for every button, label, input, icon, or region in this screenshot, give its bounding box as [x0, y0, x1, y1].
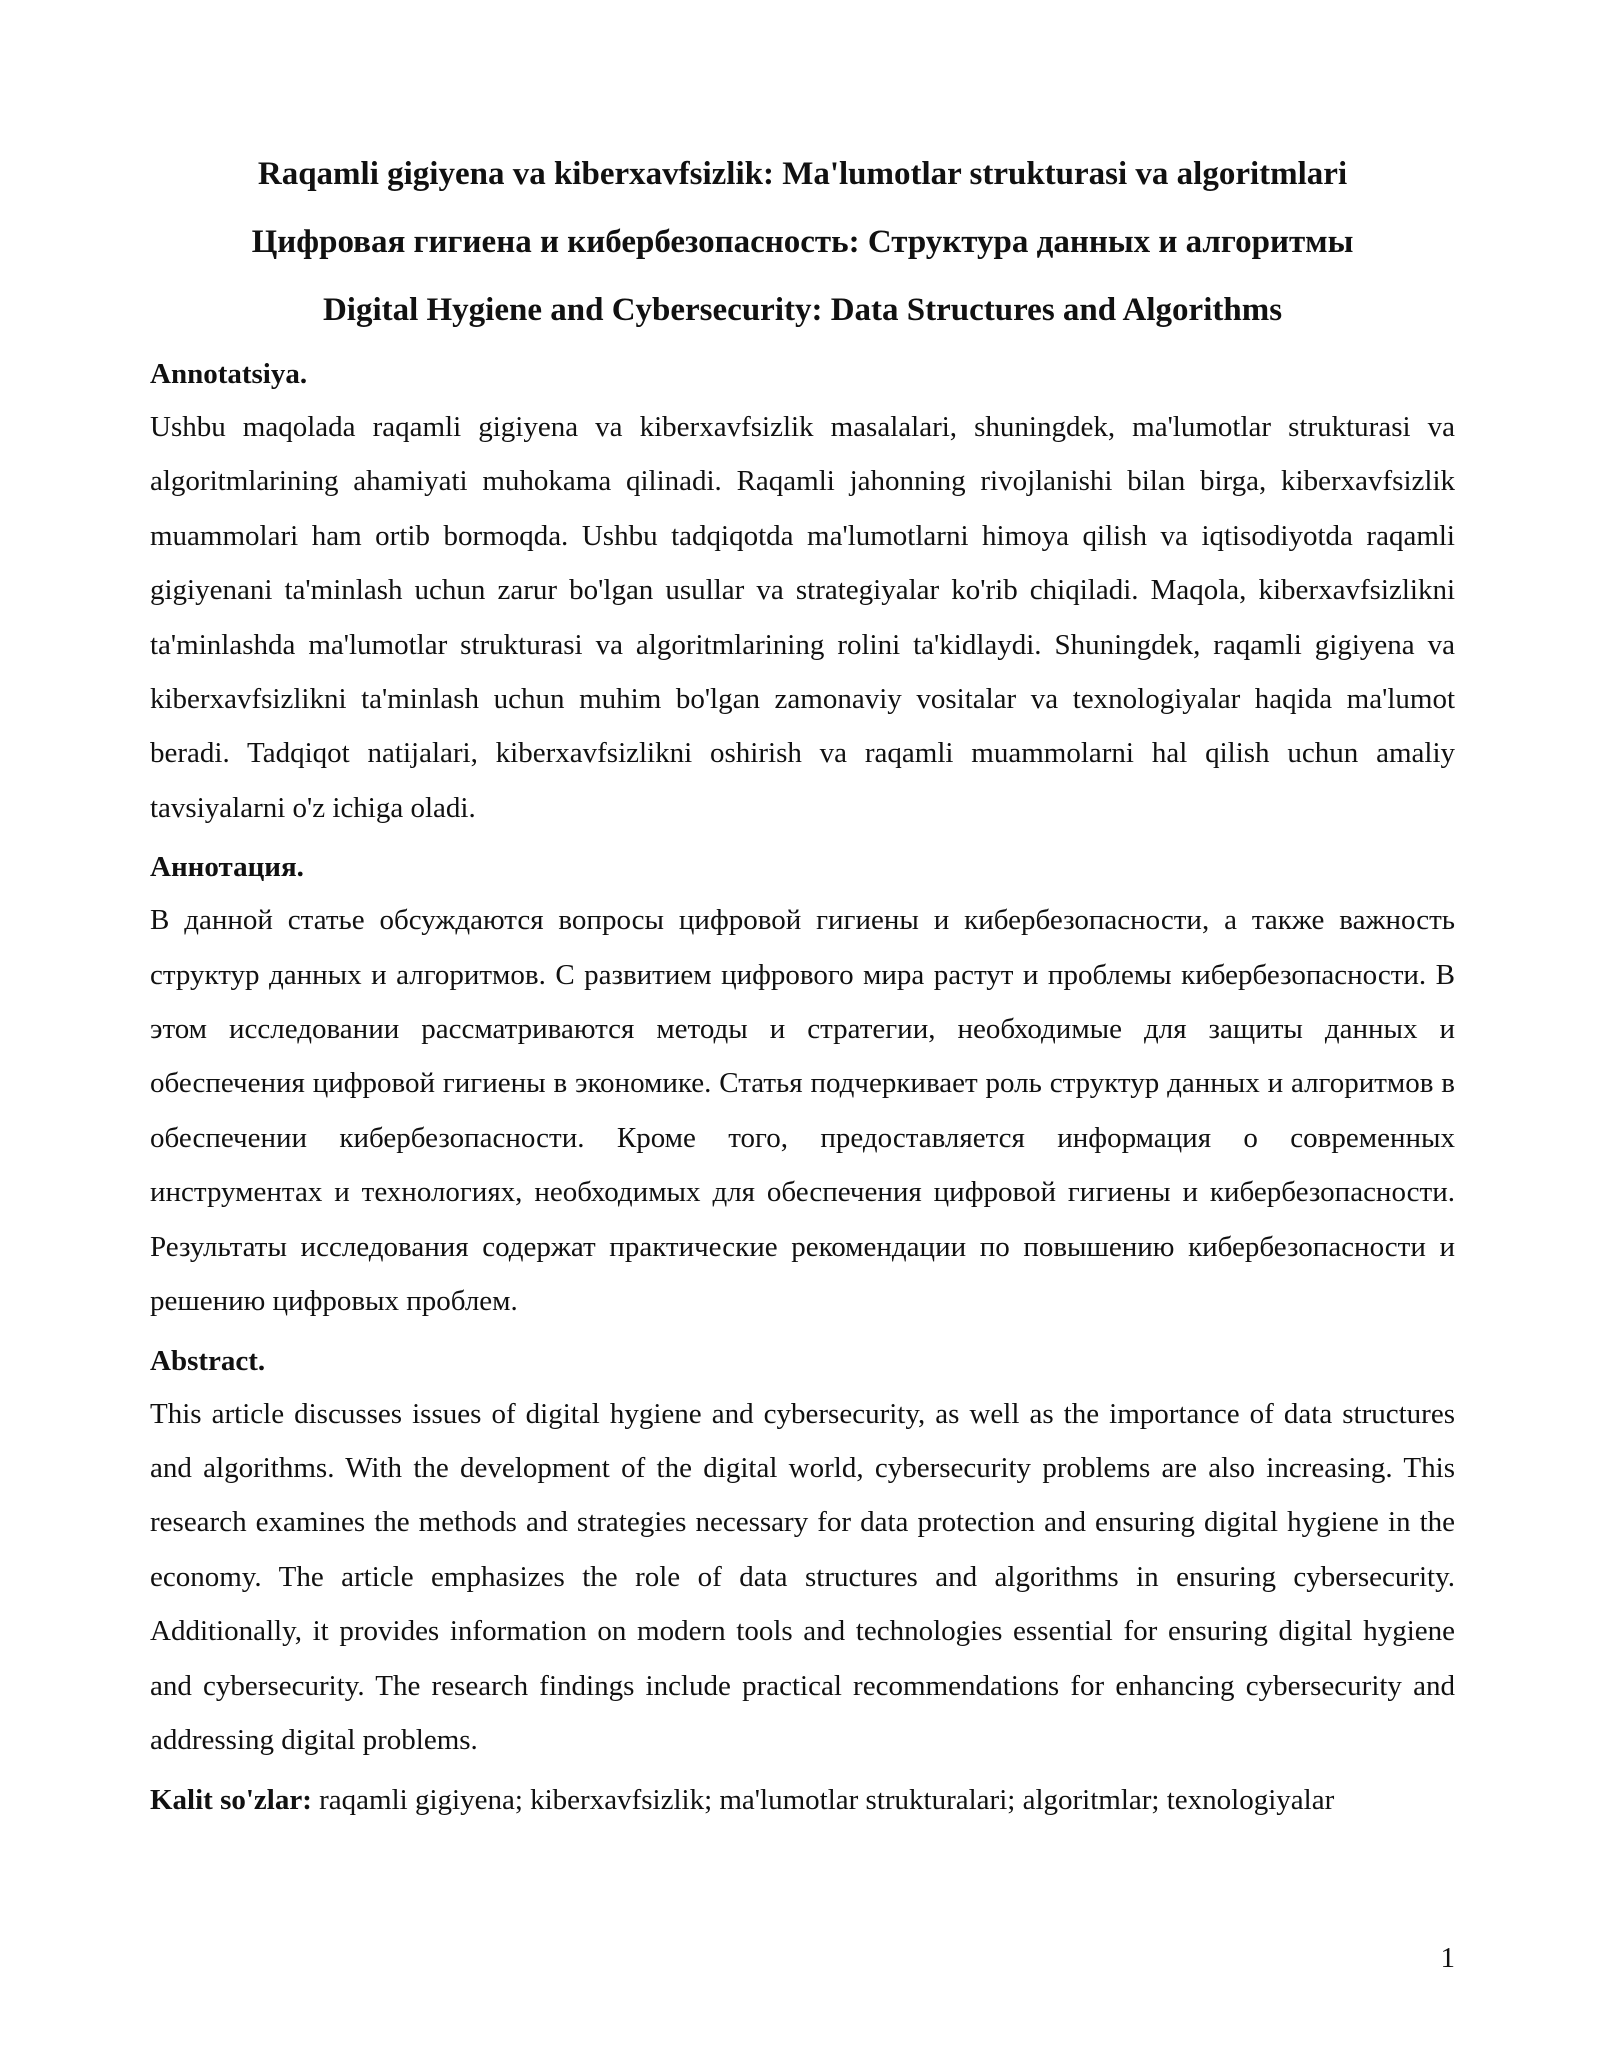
title-english: Digital Hygiene and Cybersecurity: Data Structures and Algorithms — [322, 292, 1283, 328]
keywords-line — [150, 1773, 1455, 1827]
title-russian: Цифровая гигиена и кибербезопасность: Структура данных и алгоритмы — [251, 224, 1354, 260]
abstract-russian-text: В данной статье обсуждаются вопросы цифровой гигиены и кибербезопасности, а также важность структур данных и алгоритмов. С развитием цифрового мира растут и проблемы кибербезопасности. В этом исследовании рассматриваются методы и стратегии, необходимые для защиты данных и обеспечения цифровой гигиены в экономике. Статья подчеркивает роль структур данных и алгоритмов в обеспечении кибербезопасности. Кроме того, предоставляется информация о современных инструментах и технологиях, необходимых для обеспечения цифровой гигиены и кибербезопасности. Результаты исследования содержат практические рекомендации по повышению кибербезопасности и решению цифровых проблем. — [150, 904, 1455, 1318]
abstract-uzbek-heading: Annotatsiya. — [150, 358, 308, 390]
title-uzbek: Raqamli gigiyena va kiberxavfsizlik: Ma'lumotlar strukturasi va algoritmlari — [257, 156, 1348, 192]
page-number: 1 — [1440, 1942, 1455, 1974]
keywords-label: Kalit so'zlar: — [150, 1784, 312, 1817]
abstract-russian-section — [150, 841, 1455, 1328]
abstract-english-heading: Abstract. — [150, 1344, 266, 1377]
abstract-english-text: This article discusses issues of digital hygiene and cybersecurity, as well as the importance of data structures and algorithms. With the development of the digital world, cybersecurity problems are also increasing. This research examines the methods and strategies necessary for data protection and ensuring digital hygiene in the economy. The article emphasizes the role of data structures and algorithms in ensuring cybersecurity. Additionally, it provides information on modern tools and technologies essential for ensuring digital hygiene and cybersecurity. The research findings include practical recommendations for enhancing cybersecurity and addressing digital problems. — [150, 1397, 1455, 1756]
keywords-text: raqamli gigiyena; kiberxavfsizlik; ma'lumotlar strukturalari; algoritmlar; texnologiyalar — [311, 1784, 1335, 1817]
abstract-english-section — [150, 1335, 1455, 1768]
abstract-uzbek-text: Ushbu maqolada raqamli gigiyena va kiberxavfsizlik masalalari, shuningdek, ma'lumotlar strukturasi va algoritmlarining ahamiyati muhokama qilinadi. Raqamli jahonning rivojlanishi bilan birga, kiberxavfsizlik muammolari ham ortib bormoqda. Ushbu tadqiqotda ma'lumotlarni himoya qilish va iqtisodiyotda raqamli gigiyenani ta'minlash uchun zarur bo'lgan usullar va strategiyalar ko'rib chiqiladi. Maqola, kiberxavfsizlikni ta'minlashda ma'lumotlar strukturasi va algoritmlarining rolini ta'kidlaydi. Shuningdek, raqamli gigiyena va kiberxavfsizlikni ta'minlash uchun muhim bo'lgan zamonaviy vositalar va texnologiyalar haqida ma'lumot beradi. Tadqiqot natijalari, kiberxavfsizlikni oshirish va raqamli muammolarni hal qilish uchun amaliy tavsiyalarni o'z ichiga oladi. — [150, 411, 1455, 824]
title-block — [150, 140, 1455, 344]
page-content — [150, 140, 1455, 1827]
abstract-russian-heading: Аннотация. — [150, 851, 304, 884]
abstract-uzbek-section — [150, 348, 1455, 835]
